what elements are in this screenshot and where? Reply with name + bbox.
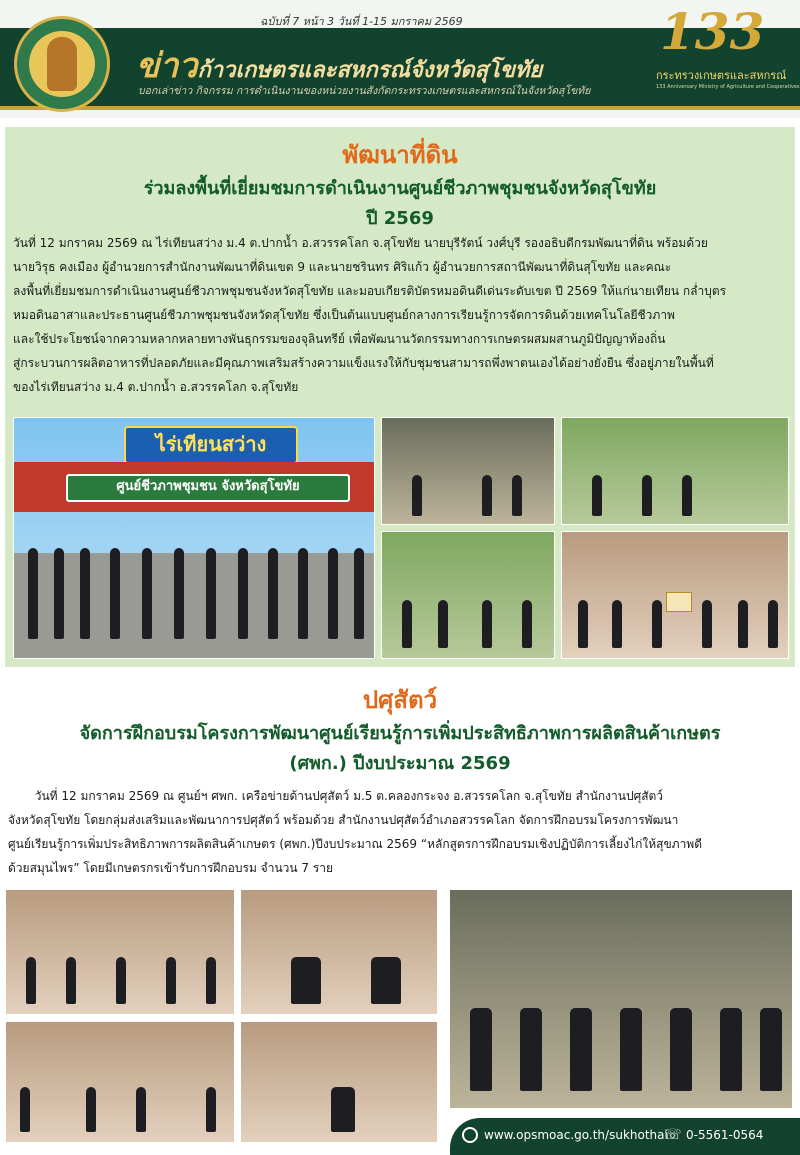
person <box>482 475 492 515</box>
person <box>166 957 176 1004</box>
ground <box>14 553 374 659</box>
section2-headline-line2: (ศพก.) ปีงบประมาณ 2569 <box>289 753 511 774</box>
section1-body-line: วันที่ 12 มกราคม 2569 ณ ไร่เทียนสว่าง ม.4 ต.ปากน้ำ อ.สวรรคโลก จ.สุโขทัย นายบุรีรัตน์ วงศ์บุรี รองอธิบดีกรมพัฒนาที่ดิน พร้อมด้วย <box>13 236 708 250</box>
footer-bar <box>450 1118 800 1155</box>
photo-certificate-award <box>561 531 789 659</box>
photo-herbal-display <box>240 1021 438 1143</box>
photo-walking-tour <box>381 531 555 659</box>
section1-body-line: สู่กระบวนการผลิตอาหารที่ปลอดภัยและมีคุณภาพเสริมสร้างความแข็งแรงให้กับชุมชนสามารถพึ่งพาตนเองได้อย่างยั่งยืน ซึ่งอยู่ภายในพื้นที่ <box>13 356 714 370</box>
section1-body-line: ของไร่เทียนสว่าง ม.4 ต.ปากน้ำ อ.สวรรคโลก จ.สุโขทัย <box>13 380 299 394</box>
section2-body-line: จังหวัดสุโขทัย โดยกลุ่มส่งเสริมและพัฒนาการปศุสัตว์ พร้อมด้วย สำนักงานปศุสัตว์อำเภอสวรรคโลก จัดการฝึกอบรมโครงการพัฒนา <box>8 813 679 827</box>
section1-body-line: หมอดินอาสาและประธานศูนย์ชีวภาพชุมชนจังหวัดสุโขทัย ซึ่งเป็นต้นแบบศูนย์กลางการเรียนรู้การจัดการดินด้วยเทคโนโลยีชีวภาพ <box>13 308 675 322</box>
section1-body <box>13 231 790 399</box>
section1-headline-line1: ร่วมลงพื้นที่เยี่ยมชมการดำเนินงานศูนย์ชีวภาพชุมชนจังหวัดสุโขทัย <box>143 178 657 199</box>
anniversary-english: 133 Anniversary Ministry of Agriculture and Cooperatives <box>656 84 800 90</box>
masthead <box>0 0 800 118</box>
person <box>328 548 338 639</box>
photo-training-session <box>5 1021 235 1143</box>
person <box>291 957 321 1004</box>
issue-line: ฉบับที่ 7 หน้า 3 วันที่ 1-15 มกราคม 2569 <box>260 15 463 28</box>
person <box>768 600 778 648</box>
person <box>592 475 602 515</box>
person <box>206 1087 216 1133</box>
photo-demonstration <box>381 417 555 525</box>
section2-body-line: วันที่ 12 มกราคม 2569 ณ ศูนย์ฯ ศพก. เครือข่ายด้านปศุสัตว์ ม.5 ต.คลองกระจง อ.สวรรคโลก จ.สุโขทัย สำนักงานปศุสัตว์ <box>8 789 664 803</box>
person <box>412 475 422 515</box>
section1-body-line: ลงพื้นที่เยี่ยมชมการดำเนินงานศูนย์ชีวภาพชุมชนจังหวัดสุโขทัย และมอบเกียรติบัตรหมอดินดีเด่นระดับเขต ปี 2569 ให้แก่นายเทียน กล่ำบุตร <box>13 284 727 298</box>
person <box>238 548 248 639</box>
person <box>268 548 278 639</box>
footer-phone: 0-5561-0564 <box>686 1128 764 1142</box>
person <box>66 957 76 1004</box>
person <box>80 548 90 639</box>
group-photo-farm-sign <box>13 417 375 659</box>
person <box>86 1087 96 1133</box>
farm-sign: ไร่เทียนสว่าง <box>124 426 298 464</box>
person <box>174 548 184 639</box>
title-rest: ก้าวเกษตรและสหกรณ์จังหวัดสุโขทัย <box>197 58 543 83</box>
certificate <box>666 592 692 612</box>
person <box>642 475 652 515</box>
title-prefix: ข่าว <box>136 46 198 86</box>
phone-icon: ☏ <box>664 1127 682 1143</box>
person <box>136 1087 146 1133</box>
person <box>482 600 492 648</box>
person <box>682 475 692 515</box>
person <box>760 1008 782 1091</box>
photo-training-audience <box>5 889 235 1015</box>
center-sign: ศูนย์ชีวภาพชุมชน จังหวัดสุโขทัย <box>66 474 350 502</box>
person <box>738 600 748 648</box>
person <box>670 1008 692 1091</box>
section2-body <box>8 784 792 880</box>
person <box>720 1008 742 1091</box>
person <box>142 548 152 639</box>
section2-body-line: ด้วยสมุนไพร” โดยมีเกษตรกรเข้ารับการฝึกอบรม จำนวน 7 ราย <box>8 861 334 875</box>
photo-participants-group <box>449 889 793 1109</box>
photo-garden-tour <box>561 417 789 525</box>
logo-deity-figure <box>47 37 77 91</box>
person <box>331 1087 355 1133</box>
person <box>522 600 532 648</box>
anniversary-logo <box>652 2 800 106</box>
ministry-logo <box>14 16 110 112</box>
person <box>702 600 712 648</box>
section1-body-line: นายวิรุธ คงเมือง ผู้อำนวยการสำนักงานพัฒนาที่ดินเขต 9 และนายชรินทร ศิริแก้ว ผู้อำนวยการสถานีพัฒนาที่ดินสุโขทัย และคณะ <box>13 260 672 274</box>
person <box>652 600 662 648</box>
footer-website-link[interactable]: www.opsmoac.go.th/sukhothai <box>484 1128 668 1142</box>
person <box>520 1008 542 1091</box>
person <box>470 1008 492 1091</box>
person <box>28 548 38 639</box>
globe-icon <box>462 1127 478 1143</box>
person <box>206 548 216 639</box>
section2-headline-line1: จัดการฝึกอบรมโครงการพัฒนาศูนย์เรียนรู้การเพิ่มประสิทธิภาพการผลิตสินค้าเกษตร <box>79 723 721 744</box>
section1-headline-line2: ปี 2569 <box>366 208 434 229</box>
land-development-section <box>5 127 795 667</box>
newsletter-subtitle: บอกเล่าข่าว กิจกรรม การดำเนินงานของหน่วยงานสังกัดกระทรวงเกษตรและสหกรณ์ในจังหวัดสุโขทัย <box>138 85 591 97</box>
person <box>578 600 588 648</box>
person <box>512 475 522 515</box>
masthead-stripe <box>0 106 800 110</box>
person <box>402 600 412 648</box>
person <box>371 957 401 1004</box>
person <box>116 957 126 1004</box>
section1-department: พัฒนาที่ดิน <box>342 141 458 169</box>
person <box>298 548 308 639</box>
person <box>620 1008 642 1091</box>
anniversary-number: 133 <box>660 2 765 61</box>
person <box>20 1087 30 1133</box>
section2-body-line: ศูนย์เรียนรู้การเพิ่มประสิทธิภาพการผลิตสินค้าเกษตร (ศพก.)ปีงบประมาณ 2569 “หลักสูตรการฝึกอบรมเชิงปฏิบัติการเลี้ยงไก่ให้สุขภาพดี <box>8 837 703 851</box>
person <box>110 548 120 639</box>
photo-vaccination-demo <box>240 889 438 1015</box>
anniversary-ministry: กระทรวงเกษตรและสหกรณ์ <box>656 69 787 82</box>
person <box>54 548 64 639</box>
person <box>206 957 216 1004</box>
section1-body-line: และใช้ประโยชน์จากความหลากหลายทางพันธุกรรมของจุลินทรีย์ เพื่อพัฒนานวัตกรรมทางการเกษตรผสมผสานภูมิปัญญาท้องถิ่น <box>13 332 666 346</box>
person <box>26 957 36 1004</box>
person <box>438 600 448 648</box>
section2-department: ปศุสัตว์ <box>362 686 438 714</box>
person <box>354 548 364 639</box>
person <box>612 600 622 648</box>
person <box>570 1008 592 1091</box>
